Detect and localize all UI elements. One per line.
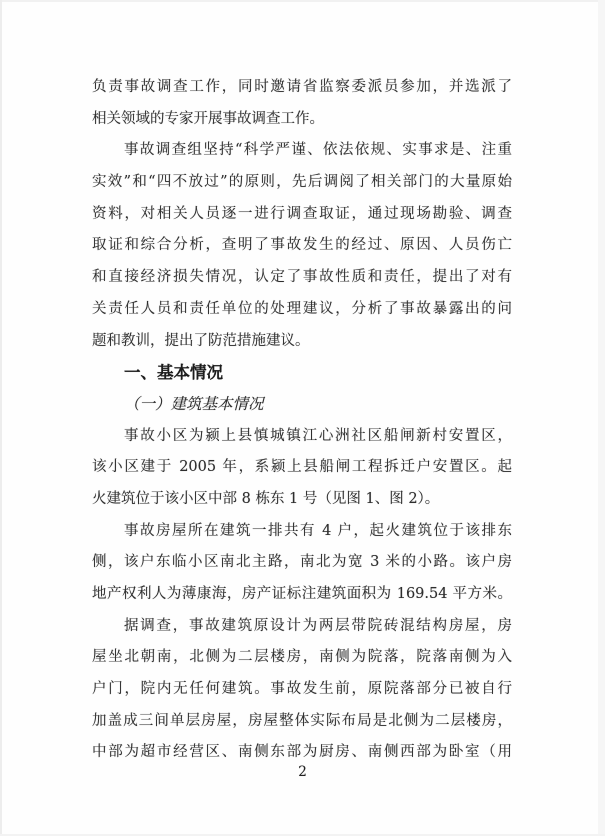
paragraph-line: 相关领域的专家开展事故调查工作。 — [92, 110, 324, 127]
paragraph-line: 侧，该户东临小区南北主路，南北为宽 3 米的小路。该户房 — [92, 554, 512, 571]
paragraph-line: 地产权利人为薄康海，房产证标注建筑面积为 169.54 平方米。 — [92, 586, 512, 602]
paragraph-line: 据调查，事故建筑原设计为两层带院砖混结构房屋，房 — [124, 617, 512, 634]
paragraph-line: 中部为超市经营区、南侧东部为厨房、南侧西部为卧室（用 — [92, 744, 512, 761]
document-body — [92, 72, 512, 769]
paragraph-line: 题和教训，提出了防范措施建议。 — [92, 332, 310, 349]
paragraph-line: 关责任人员和责任单位的处理建议，分析了事故暴露出的问 — [92, 300, 512, 317]
paragraph-line: 事故房屋所在建筑一排共有 4 户，起火建筑位于该排东 — [124, 522, 512, 539]
paragraph-line: 事故小区为颍上县慎城镇江心洲社区船闸新村安置区， — [124, 427, 512, 444]
paragraph-line: 屋坐北朝南，北侧为二层楼房，南侧为院落，院落南侧为入 — [92, 649, 512, 666]
paragraph-line: 火建筑位于该小区中部 8 栋东 1 号（见图 1、图 2）。 — [92, 490, 440, 507]
page-edge-left — [0, 0, 2, 836]
section-heading-level2: （一）建筑基本情况 — [124, 394, 264, 413]
paragraph-line: 该小区建于 2005 年，系颍上县船闸工程拆迁户安置区。起 — [92, 459, 512, 476]
paragraph-line: 负责事故调查工作，同时邀请省监察委派员参加，并选派了 — [92, 79, 512, 95]
paragraph-line: 资料，对相关人员逐一进行调查取证，通过现场勘验、调查 — [92, 205, 512, 222]
paragraph-line: 和直接经济损失情况，认定了事故性质和责任，提出了对有 — [92, 269, 512, 286]
section-heading-level1: 一、基本情况 — [124, 363, 223, 383]
paragraph-line: 户门，院内无任何建筑。事故发生前，原院落部分已被自行 — [92, 681, 512, 698]
page-edge-right — [598, 0, 605, 836]
paragraph-line: 实效”和“四不放过”的原则，先后调阅了相关部门的大量原始 — [92, 174, 512, 191]
paragraph-line: 加盖成三间单层房屋，房屋整体实际布局是北侧为二层楼房， — [92, 712, 512, 729]
page-number: 2 — [298, 764, 307, 780]
page-edge-top — [0, 0, 605, 2]
paragraph-line: 取证和综合分析，查明了事故发生的经过、原因、人员伤亡 — [92, 237, 512, 254]
paragraph-line: 事故调查组坚持“科学严谨、依法依规、实事求是、注重 — [124, 142, 512, 159]
